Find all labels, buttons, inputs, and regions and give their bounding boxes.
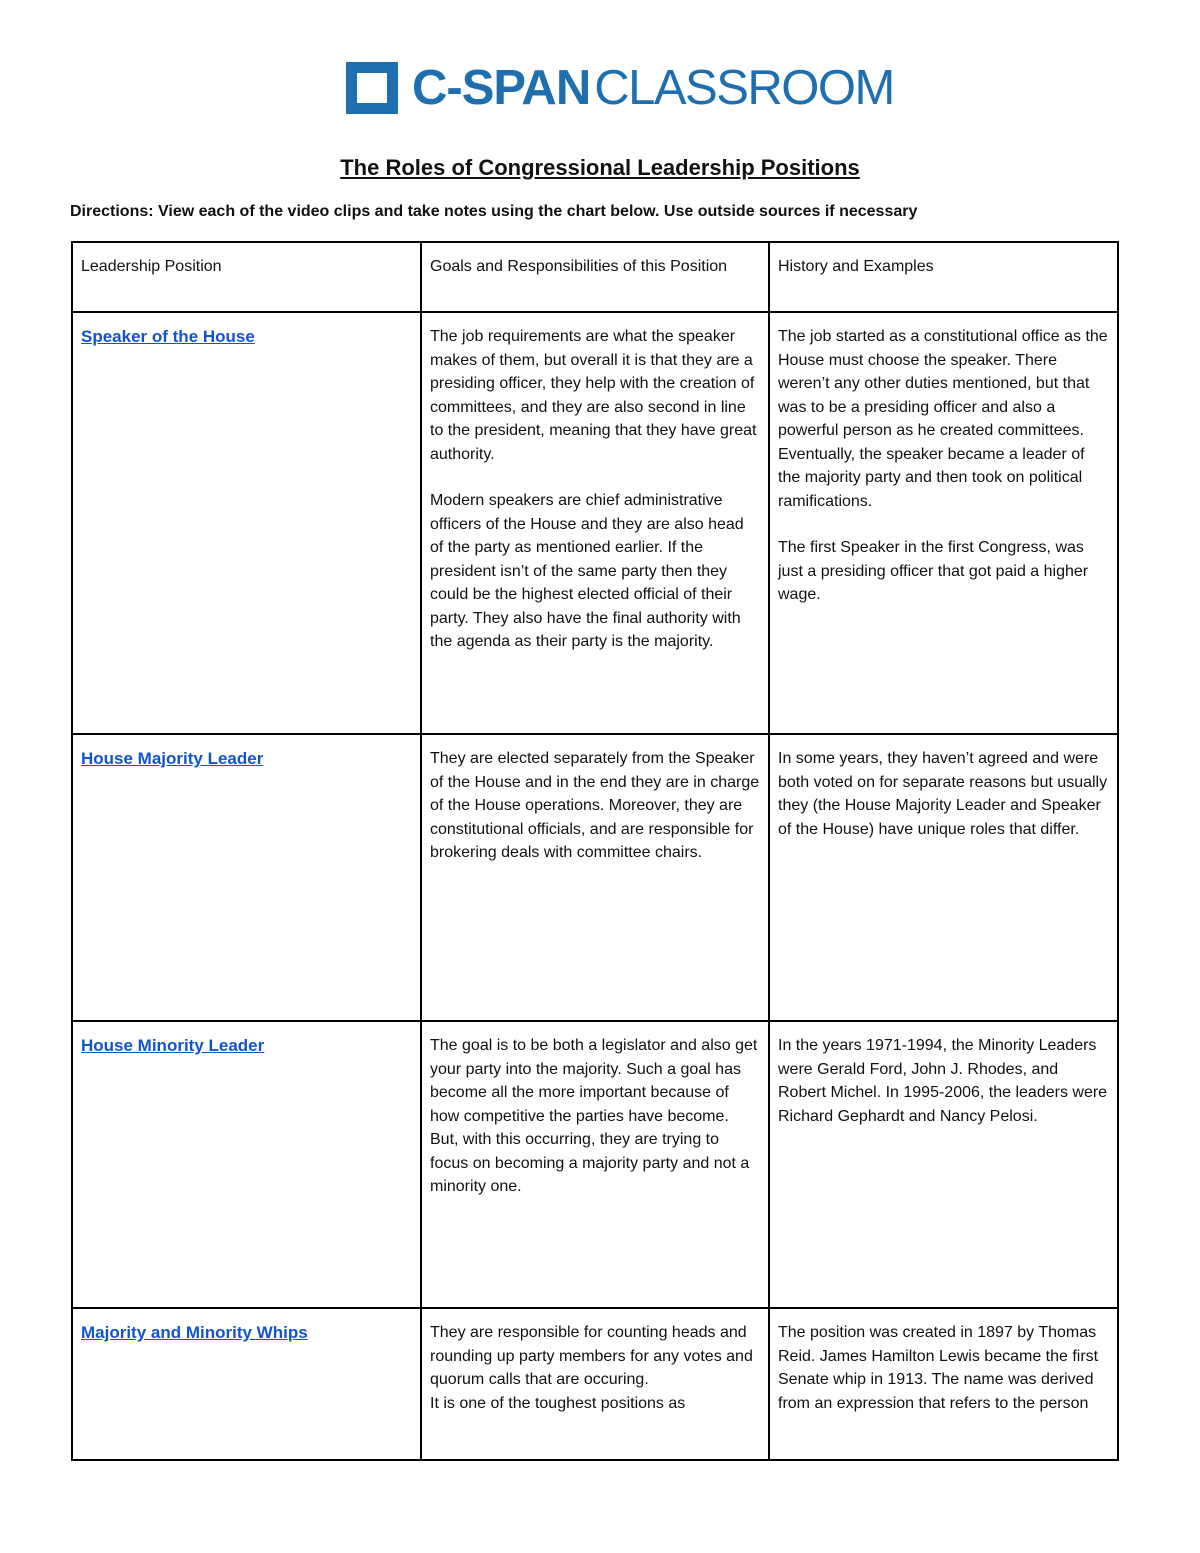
goals-paragraph: The goal is to be both a legislator and also get your party into the majority. Such a goal has become all the more important because of how competitive the parties have become. But, with this occurring, they are trying to focus on becoming a majority party and not a minority one. [430,1037,758,1195]
majority-minority-whips-link[interactable]: Majority and Minority Whips [81,1323,308,1342]
history-cell [769,1021,1118,1308]
page-title: The Roles of Congressional Leadership Positions [340,155,860,180]
cspan-classroom-logo [346,62,894,114]
house-majority-leader-link[interactable]: House Majority Leader [81,749,264,768]
history-paragraph: The job started as a constitutional office as the House must choose the speaker. There weren’t any other duties mentioned, but that was to be a presiding officer and also a powerful person as he created committees. Eventually, the speaker became a leader of the majority party and then took on political ramifications. [778,328,1108,510]
table-row [72,734,1118,1021]
directions-text: Directions: View each of the video clips and take notes using the chart below. Use outside sources if necessary [70,203,918,220]
header-leadership-position: Leadership Position [72,242,421,312]
house-minority-leader-link[interactable]: House Minority Leader [81,1036,265,1055]
history-cell [769,1308,1118,1460]
goals-paragraph: They are responsible for counting heads and rounding up party members for any votes and quorum calls that are occuring. [430,1324,753,1388]
position-cell [72,1021,421,1308]
logo-classroom-text: CLASSROOM [594,60,894,115]
header-goals-responsibilities: Goals and Responsibilities of this Position [421,242,769,312]
goals-paragraph: Modern speakers are chief administrative officers of the House and they are also head of the party as mentioned earlier. If the president isn’t of the same party then they could be the highest elected official of their party. They also have the final authority with the agenda as their party is the majority. [430,492,744,650]
leadership-chart [71,241,1119,1461]
history-paragraph: In the years 1971-1994, the Minority Leaders were Gerald Ford, John J. Rhodes, and Robert Michel. In 1995-2006, the leaders were Richard Gephardt and Nancy Pelosi. [778,1037,1108,1125]
goals-paragraph: The job requirements are what the speaker makes of them, but overall it is that they are a presiding officer, they help with the creation of committees, and they are also second in line to the president, meaning that they have great authority. [430,328,757,463]
goals-cell [421,1021,769,1308]
table-row [72,1021,1118,1308]
position-cell [72,1308,421,1460]
header-history-examples: History and Examples [769,242,1118,312]
table-row [72,312,1118,734]
history-paragraph: The first Speaker in the first Congress, was just a presiding officer that got paid a higher wage. [778,539,1089,603]
speaker-of-the-house-link[interactable]: Speaker of the House [81,327,255,346]
goals-paragraph: It is one of the toughest positions as [430,1394,686,1412]
goals-cell [421,734,769,1021]
goals-cell [421,312,769,734]
history-paragraph: In some years, they haven’t agreed and were both voted on for separate reasons but usually they (the House Majority Leader and Speaker of the House) have unique roles that differ. [778,750,1108,838]
position-cell [72,312,421,734]
table-header-row [72,242,1118,312]
history-cell [769,312,1118,734]
table-row [72,1308,1118,1460]
logo-square-icon [346,62,398,114]
history-cell [769,734,1118,1021]
logo-wordmark [412,60,894,115]
goals-cell [421,1308,769,1460]
logo-cspan-text: C-SPAN [412,60,591,115]
history-paragraph: The position was created in 1897 by Thomas Reid. James Hamilton Lewis became the first Senate whip in 1913. The name was derived from an expression that refers to the person [778,1324,1099,1412]
position-cell [72,734,421,1021]
goals-paragraph: They are elected separately from the Speaker of the House and in the end they are in charge of the House operations. Moreover, they are constitutional officials, and are responsible for brokering deals with committee chairs. [430,750,760,861]
